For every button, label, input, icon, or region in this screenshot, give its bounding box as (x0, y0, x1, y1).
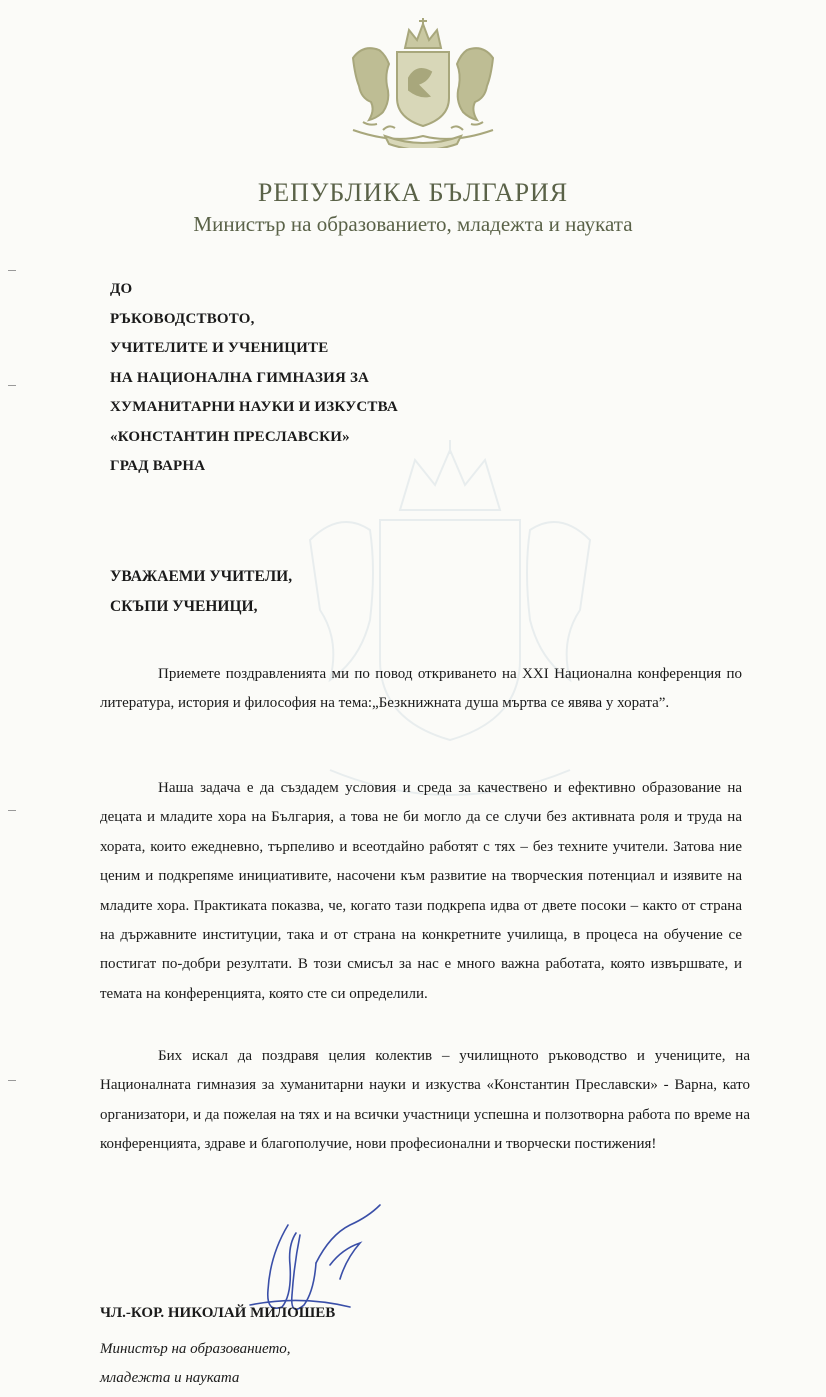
salutation-line: СКЪПИ УЧЕНИЦИ, (110, 597, 258, 615)
salutation-block (110, 562, 292, 621)
recipient-address-block (110, 275, 398, 482)
recipient-line: НА НАЦИОНАЛНА ГИМНАЗИЯ ЗА (110, 369, 370, 386)
scan-edge-mark (8, 1080, 16, 1081)
body-paragraph-wishes: Бих искал да поздравя целия колектив – училищното ръководство и учениците, на Националната гимназия за хуманитарни науки и изкуства «Константин Преславски» - Варна, като организатори, и да пожелая на тях и на всички участници успешна и ползотворна работа по време на конференцията, здраве и благополучие, нови професионални и творчески постижения! (100, 1048, 750, 1153)
body-paragraph-education: Наша задача е да създадем условия и среда за качествено и ефективно образование на децата и младите хора на България, а това не би могло да се случи без активната роля и труда на хората, които ежедневно, търпеливо и всеотдайно работят с тях – без техните учители. Затова ние ценим и подкрепяме инициативите, насочени към развитие на творческия потенциал и изявите на младите хора. Практиката показва, че, когато тази подкрепа идва от двете посоки – както от страна на държавните институции, така и от страна на конкретните училища, в процеса на обучение се постигат по-добри резултати. В този смисъл за нас е много важна работата, която извършвате, и темата на конференцията, която сте си определили. (100, 780, 742, 1002)
header-subtitle: Министър на образованието, младежта и науката (193, 212, 633, 236)
signer-title-line: Министър на образованието, (100, 1341, 291, 1357)
scan-edge-mark (8, 385, 16, 386)
recipient-line: ХУМАНИТАРНИ НАУКИ И ИЗКУСТВА (110, 399, 398, 415)
recipient-line: РЪКОВОДСТВОТО, (110, 310, 255, 327)
recipient-line: ДО (110, 281, 133, 297)
header-title: РЕПУБЛИКА БЪЛГАРИЯ (257, 178, 569, 207)
signer-name: ЧЛ.-КОР. НИКОЛАЙ МИЛОШЕВ (100, 1305, 336, 1321)
coat-of-arms-icon (333, 18, 513, 148)
body-paragraph-congratulations: Приемете поздравленията ми по повод откриването на XXI Национална конференция по литература, история и философия на тема:„Безкнижната душа мъртва се явява у хората”. (100, 666, 742, 712)
signer-title-line: младежта и науката (100, 1370, 240, 1386)
salutation-line: УВАЖАЕМИ УЧИТЕЛИ, (110, 568, 293, 585)
recipient-line: ГРАД ВАРНА (110, 458, 206, 474)
scan-edge-mark (8, 270, 16, 271)
scan-edge-mark (8, 810, 16, 811)
signer-title (100, 1335, 291, 1393)
recipient-line: УЧИТЕЛИТЕ И УЧЕНИЦИТЕ (110, 340, 329, 356)
recipient-line: «КОНСТАНТИН ПРЕСЛАВСКИ» (110, 428, 350, 445)
